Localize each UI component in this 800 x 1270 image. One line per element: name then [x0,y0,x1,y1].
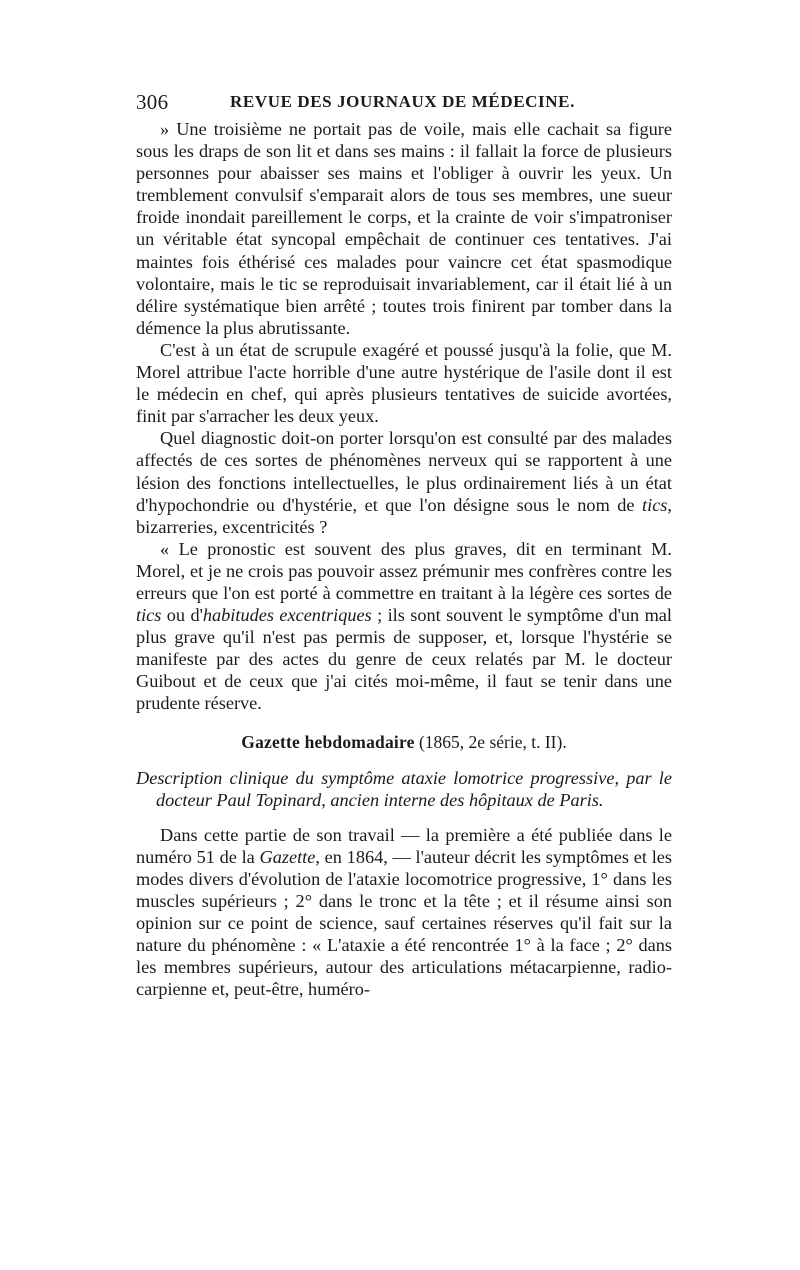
paragraph-4-tics: tics [136,605,162,626]
paragraph-4 [136,538,672,715]
paragraph-5-gazette: Gazette [259,846,316,867]
journal-title: REVUE DES JOURNAUX DE MÉDECINE. [230,92,575,111]
paragraph-4-text-b: ou d' [161,605,203,626]
paragraph-2-text: C'est à un état de scrupule exagéré et poussé jusqu'à la folie, que M. Morel attribue l'acte horrible d'une autre hystérique de l'asile dont il est le médecin en chef, qui après plusieurs tentatives de suicide avortées, finit par s'arracher les deux yeux. [136,339,672,427]
paragraph-3-text-b: , bizarreries, excentricités ? [136,494,672,537]
paragraph-4-text-c: ; ils sont souvent le symptôme d'un mal plus grave qu'il n'est pas permis de supposer, et, lorsque l'hystérie se manifeste par des actes du genre de ceux relatés par M. le docteur Guibout et de ceux que j'ai cités moi-même, il faut se tenir dans une prudente réserve. [136,605,672,714]
paragraph-3-text-a: Quel diagnostic doit-on porter lorsqu'on est consulté par des malades affectés de ces sortes de phénomènes nerveux qui se rapportent à une lésion des fonctions intellectuelles, le plus ordinairement liés à un état d'hypochondrie ou d'hystérie, et que l'on désigne sous le nom de [136,428,672,515]
paragraph-3 [136,427,672,537]
body-text [136,118,672,715]
running-head [136,88,672,118]
paragraph-3-tics: tics [642,494,668,515]
paragraph-5-text-b: , en 1864, — l'auteur décrit les symptômes et les modes divers d'évolution de l'ataxie locomotrice progressive, 1° dans les muscles supérieurs ; 2° dans le tronc et la tête ; et il résume ainsi son opinion sur ce point de science, sauf certaines réserves qu'il fait sur la nature du phénomène : « L'ataxie a été rencontrée 1° à la face ; 2° dans les membres supérieurs, autour des articulations métacarpienne, radio-carpienne et, peut-être, huméro- [136,846,672,1000]
paragraph-4-text-a: « Le pronostic est souvent des plus graves, dit en terminant M. Morel, et je ne crois pas pouvoir assez prémunir mes confrères contre les erreurs que l'on est porté à commettre en traitant à la légère ces sortes de [136,538,672,603]
paragraph-5 [136,824,672,1001]
gazette-details: (1865, 2e série, t. II). [418,731,567,752]
book-page [136,88,672,1000]
gazette-name: Gazette hebdomadaire [241,731,415,752]
paragraph-1 [136,118,672,339]
section-spacer [136,812,672,824]
article-title: Description clinique du symptôme ataxie lomotrice progressive, par le docteur Paul Topinard, ancien interne des hôpitaux de Paris. [136,767,672,811]
paragraph-5-text-a: Dans cette partie de son travail — la première a été publiée dans le numéro 51 de la [136,824,672,867]
paragraph-1-text: » Une troisième ne portait pas de voile, mais elle cachait sa figure sous les draps de son lit et dans ses mains : il fallait la force de plusieurs personnes pour abaisser ses mains et l'obliger à ouvrir les yeux. Un tremblement convulsif s'emparait alors de tous ses membres, une sueur froide inondait pareillement le corps, et la crainte de voir s'impatroniser un véritable état syncopal empêchait de continuer ces tentatives. J'ai maintes fois éthérisé ces malades pour vaincre cet état spasmodique volontaire, mais le tic se reproduisait invariablement, car il était lié à un délire systématique bien arrêté ; toutes trois finirent par tomber dans la démence la plus abrutissante. [136,119,672,338]
page-number: 306 [136,90,169,114]
paragraph-2 [136,339,672,427]
gazette-heading [136,731,672,753]
paragraph-4-habitudes: habitudes excentriques [202,605,372,626]
